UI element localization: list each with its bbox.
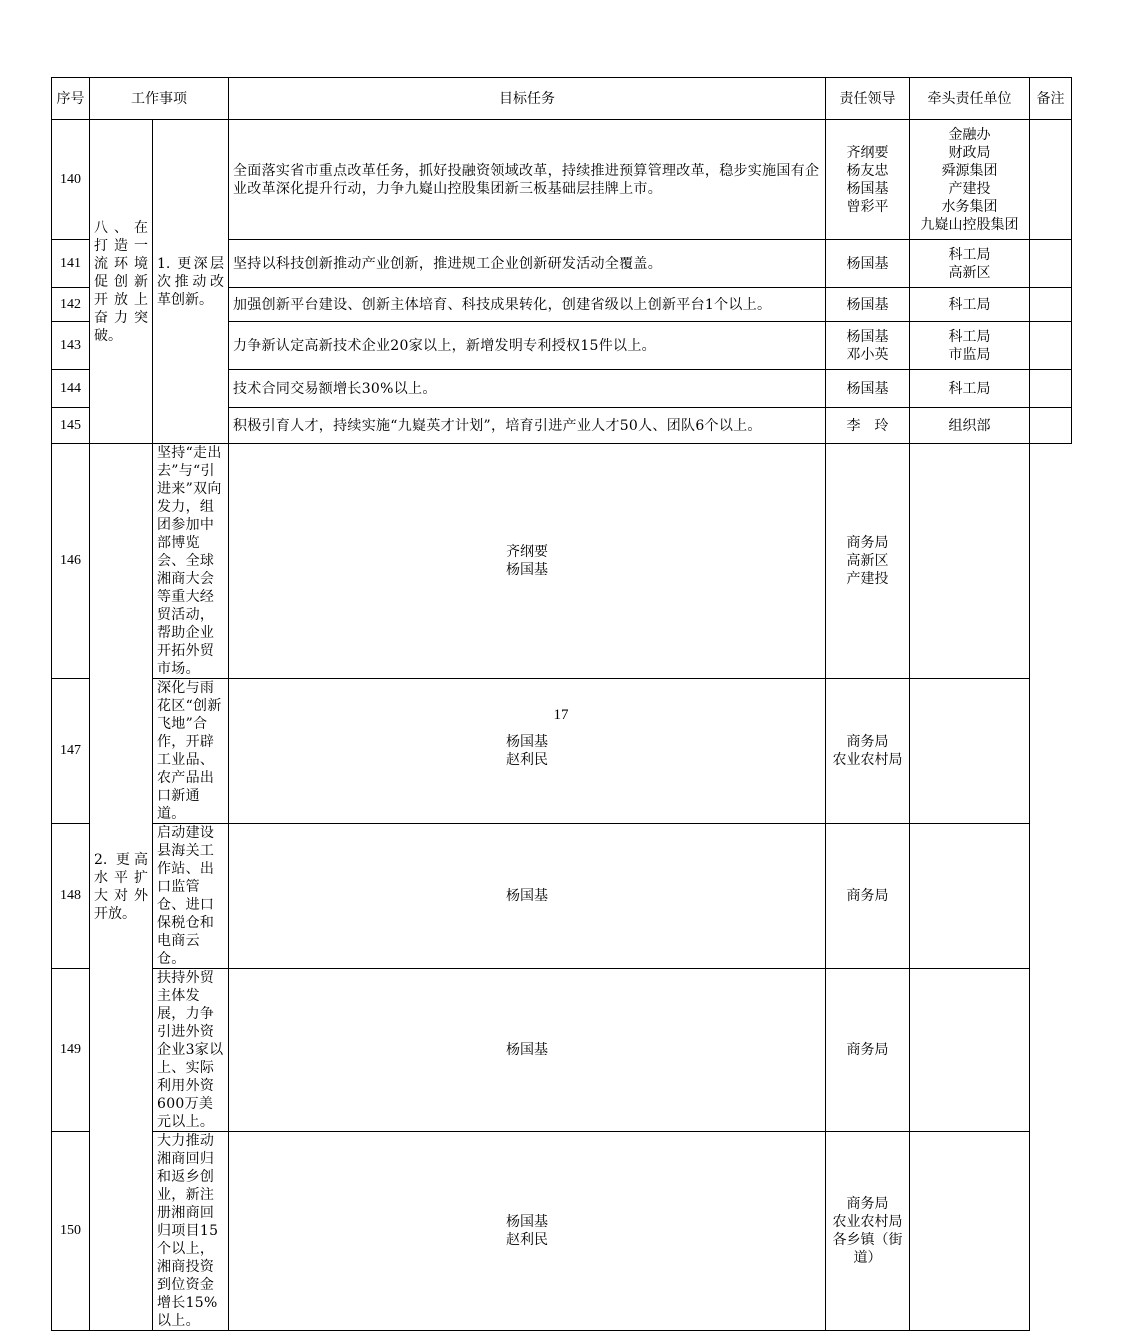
unit-name: 商务局 [846,888,889,904]
unit-name: 市监局 [948,346,991,363]
header-seq: 序号 [52,78,90,120]
unit-name: 科工局 [948,246,991,263]
unit-name: 商务局 [846,1196,889,1212]
table-row [52,679,1072,824]
leaders-cell [229,444,826,679]
leader-name: 杨国基 [846,180,889,197]
leaders-cell [826,322,910,370]
row-number: 143 [52,322,90,370]
units-cell [826,824,910,969]
units-cell [910,120,1030,240]
leaders-cell [229,824,826,969]
leaders-cell [826,288,910,322]
remark-cell [1030,322,1072,370]
target-task: 技术合同交易额增长30%以上。 [229,370,826,408]
leaders-cell [826,240,910,288]
units-cell [910,288,1030,322]
subcategory-text: 1. 更深层次推动改革创新。 [157,255,224,308]
leader-name: 杨国基 [506,562,548,578]
units-cell [826,444,910,679]
leader-name: 赵利民 [506,752,548,768]
target-task: 启动建设县海关工作站、出口监管仓、进口保税仓和电商云仓。 [153,824,229,969]
category-text: 八、在打造一流环境促创新开放上奋力突破。 [94,219,148,344]
leaders-cell [229,1132,826,1331]
remark-cell [910,444,1030,679]
unit-name: 财政局 [948,144,991,161]
units-cell [910,322,1030,370]
target-task: 加强创新平台建设、创新主体培育、科技成果转化，创建省级以上创新平台1个以上。 [229,288,826,322]
target-task: 全面落实省市重点改革任务，抓好投融资领域改革，持续推进预算管理改革，稳步实施国有企业改革深化提升行动，力争九嶷山控股集团新三板基础层挂牌上市。 [229,120,826,240]
units-cell [826,969,910,1132]
leader-name: 杨友忠 [846,162,889,179]
unit-name: 商务局 [846,535,889,551]
leader-name: 齐纲要 [846,144,889,161]
row-number: 149 [52,969,90,1132]
row-number: 146 [52,444,90,679]
leaders-cell [826,120,910,240]
leaders-cell [229,969,826,1132]
unit-name: 商务局 [846,734,889,750]
leader-name: 杨国基 [506,888,548,904]
units-cell [826,679,910,824]
unit-name: 商务局 [846,1042,889,1058]
leader-name: 杨国基 [846,328,889,345]
leader-name: 齐纲要 [506,544,548,560]
page-number: 17 [553,707,569,723]
row-number: 142 [52,288,90,322]
row-number: 140 [52,120,90,240]
subcategory-cell [90,444,153,1331]
leaders-cell [826,408,910,444]
units-cell [910,370,1030,408]
header-responsible-leader: 责任领导 [826,78,910,120]
target-task: 积极引育人才，持续实施“九嶷英才计划”，培育引进产业人才50人、团队6个以上。 [229,408,826,444]
target-task: 坚持以科技创新推动产业创新，推进规工企业创新研发活动全覆盖。 [229,240,826,288]
leader-name: 杨国基 [846,296,889,313]
leader-name: 杨国基 [506,1214,548,1230]
target-task: 大力推动湘商回归和返乡创业，新注册湘商回归项目15个以上，湘商投资到位资金增长15%以上。 [153,1132,229,1331]
leader-name: 李 玲 [846,417,889,434]
subcategory-cell [153,120,229,444]
unit-name: 各乡镇（街道） [832,1232,903,1266]
header-lead-unit: 牵头责任单位 [910,78,1030,120]
work-task-table [51,77,1072,1331]
leader-name: 杨国基 [846,380,889,397]
header-work-item: 工作事项 [90,78,229,120]
unit-name: 农业农村局 [832,752,903,768]
unit-name: 组织部 [948,417,991,434]
remark-cell [910,679,1030,824]
row-number: 145 [52,408,90,444]
leader-name: 杨国基 [506,734,548,750]
category-cell [90,120,153,444]
units-cell [910,240,1030,288]
table-row [52,444,1072,679]
unit-name: 科工局 [948,380,991,397]
unit-name: 产建投 [948,180,991,197]
target-task: 扶持外贸主体发展，力争引进外资企业3家以上、实际利用外资600万美元以上。 [153,969,229,1132]
remark-cell [1030,120,1072,240]
table-row [52,1132,1072,1331]
target-task: 力争新认定高新技术企业20家以上，新增发明专利授权15件以上。 [229,322,826,370]
remark-cell [1030,240,1072,288]
row-number: 147 [52,679,90,824]
unit-name: 舜源集团 [941,162,998,179]
leader-name: 杨国基 [846,255,889,272]
unit-name: 金融办 [948,126,991,143]
row-number: 150 [52,1132,90,1331]
leader-name: 邓小英 [846,346,889,363]
subcategory-text: 2. 更高水平扩大对外开放。 [94,852,148,922]
leaders-cell [229,679,826,824]
remark-cell [910,1132,1030,1331]
unit-name: 科工局 [948,296,991,313]
leader-name: 曾彩平 [846,198,889,215]
unit-name: 九嶷山控股集团 [920,216,1019,233]
remark-cell [1030,408,1072,444]
units-cell [910,408,1030,444]
remark-cell [910,969,1030,1132]
remark-cell [1030,370,1072,408]
unit-name: 高新区 [846,553,889,569]
leader-name: 赵利民 [506,1232,548,1248]
unit-name: 高新区 [948,264,991,281]
header-target-task: 目标任务 [229,78,826,120]
leaders-cell [826,370,910,408]
unit-name: 水务集团 [941,198,998,215]
units-cell [826,1132,910,1331]
remark-cell [910,824,1030,969]
leader-name: 杨国基 [506,1042,548,1058]
row-number: 144 [52,370,90,408]
remark-cell [1030,288,1072,322]
header-remark: 备注 [1030,78,1072,120]
unit-name: 产建投 [846,571,889,587]
row-number: 148 [52,824,90,969]
table-row [52,969,1072,1132]
table-row [52,120,1072,240]
target-task: 深化与雨花区“创新飞地”合作，开辟工业品、农产品出口新通道。 [153,679,229,824]
row-number: 141 [52,240,90,288]
header-row [52,78,1072,120]
unit-name: 科工局 [948,328,991,345]
target-task: 坚持“走出去”与“引进来”双向发力，组团参加中部博览会、全球湘商大会等重大经贸活动，帮助企业开拓外贸市场。 [153,444,229,679]
unit-name: 农业农村局 [832,1214,903,1230]
table-row [52,824,1072,969]
